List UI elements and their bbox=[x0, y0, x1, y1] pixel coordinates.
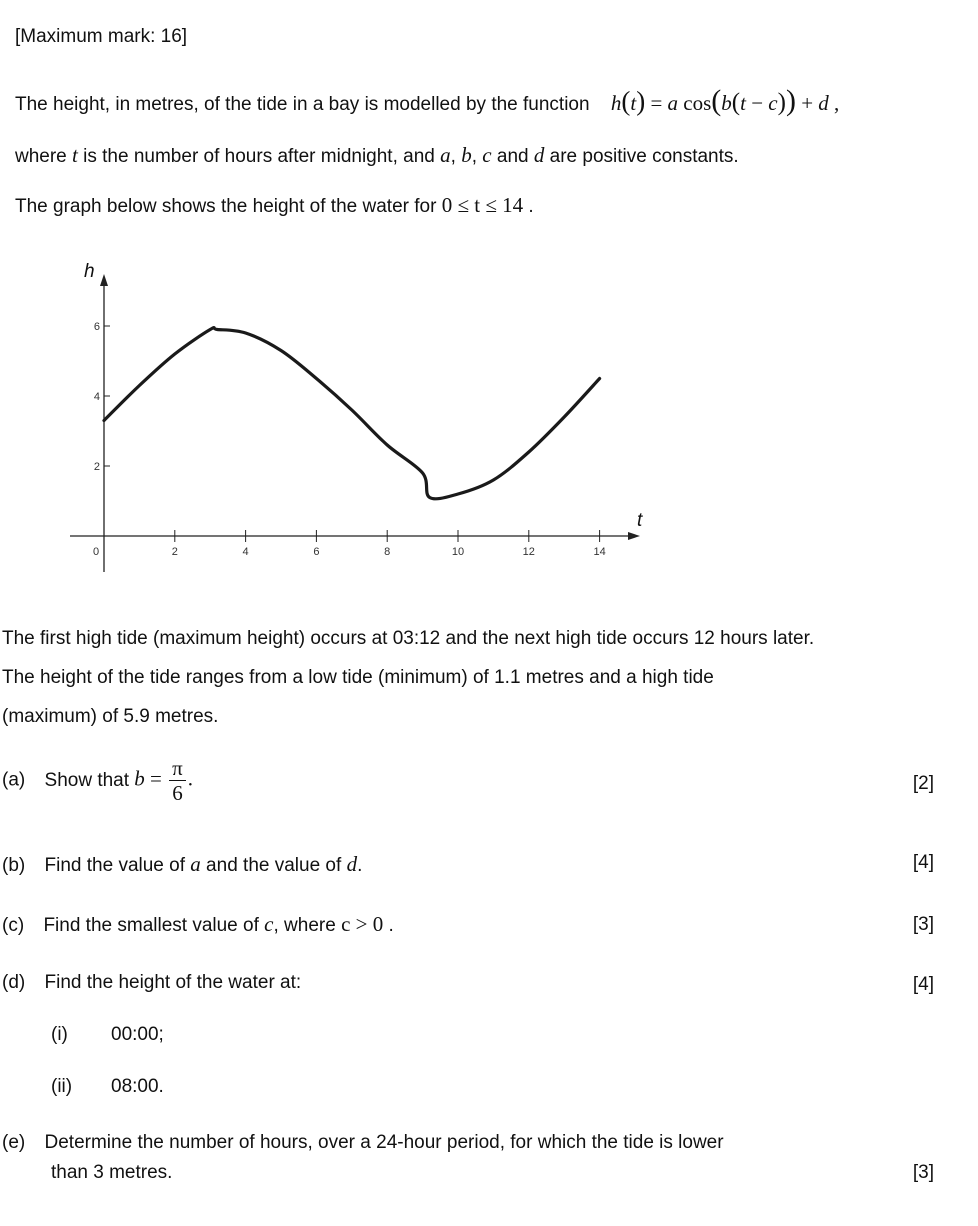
question-d-ii: (ii) 08:00. bbox=[51, 1076, 164, 1097]
x-tick-label-14: 14 bbox=[593, 546, 606, 558]
y-tick-label-6: 6 bbox=[93, 321, 100, 333]
question-d-marks: [4] bbox=[912, 974, 934, 995]
x-tick-label-10: 10 bbox=[451, 546, 465, 558]
x-tick-label-12: 12 bbox=[522, 546, 535, 558]
body-para-3: (maximum) of 5.9 metres. bbox=[2, 706, 219, 727]
intro-text: The height, in metres, of the tide in a bay is modelled by the function bbox=[15, 94, 590, 115]
question-d: (d) Find the height of the water at: bbox=[2, 972, 302, 993]
tide-height-graph bbox=[0, 250, 700, 590]
intro-line-2: where t is the number of hours after midnight, and a, b, c and d are positive constants. bbox=[15, 143, 739, 167]
question-d-label: (d) bbox=[2, 972, 26, 993]
body-para-1: The first high tide (maximum height) occurs at 03:12 and the next high tide occurs 12 hours later. bbox=[2, 628, 815, 649]
x-tick-label-4: 4 bbox=[242, 546, 249, 558]
x-tick-label-2: 2 bbox=[171, 546, 178, 558]
body-para-2: The height of the tide ranges from a low tide (minimum) of 1.1 metres and a high tide bbox=[2, 667, 714, 688]
model-function: h(t) = a cos(b(t − c)) + d , bbox=[610, 84, 840, 117]
question-d-i: (i) 00:00; bbox=[51, 1024, 164, 1045]
question-e-label: (e) bbox=[2, 1132, 26, 1153]
y-tick-label-4: 4 bbox=[93, 391, 100, 403]
question-c: (c) Find the smallest value of c, where c > 0 . bbox=[2, 912, 394, 936]
question-b-label: (b) bbox=[2, 855, 26, 876]
y-axis-label: h bbox=[84, 261, 95, 282]
x-tick-label-8: 8 bbox=[384, 546, 391, 558]
x-axis-label: t bbox=[637, 510, 643, 531]
domain-inequality: 0 ≤ t ≤ 14 bbox=[441, 193, 524, 217]
tide-curve bbox=[104, 328, 600, 499]
x-axis-arrow bbox=[628, 532, 640, 540]
question-b: (b) Find the value of a and the value of d. bbox=[2, 852, 363, 876]
question-e-line-2: than 3 metres. bbox=[51, 1162, 173, 1183]
question-c-label: (c) bbox=[2, 915, 25, 936]
question-e: (e) Determine the number of hours, over a 24-hour period, for which the tide is lower bbox=[2, 1132, 724, 1153]
max-mark: [Maximum mark: 16] bbox=[15, 26, 188, 47]
intro-line-1 bbox=[15, 84, 839, 118]
pi-over-six: $\frac{\pi}{6}$ bbox=[169, 756, 186, 805]
x-tick-label-6: 6 bbox=[313, 546, 320, 558]
question-a-label: (a) bbox=[2, 769, 26, 791]
question-a-marks: [2] bbox=[912, 773, 934, 794]
question-b-marks: [4] bbox=[912, 852, 934, 873]
x-tick-label-0: 0 bbox=[92, 546, 100, 558]
y-axis-arrow bbox=[100, 274, 108, 286]
y-tick-label-2: 2 bbox=[93, 461, 100, 473]
intro-line-3: The graph below shows the height of the water for 0 ≤ t ≤ 14 . bbox=[15, 193, 534, 217]
question-e-marks: [3] bbox=[912, 1162, 934, 1183]
question-a: (a) Show that b = $\frac{\pi}{6}$ . bbox=[2, 756, 193, 806]
question-c-marks: [3] bbox=[912, 914, 934, 935]
